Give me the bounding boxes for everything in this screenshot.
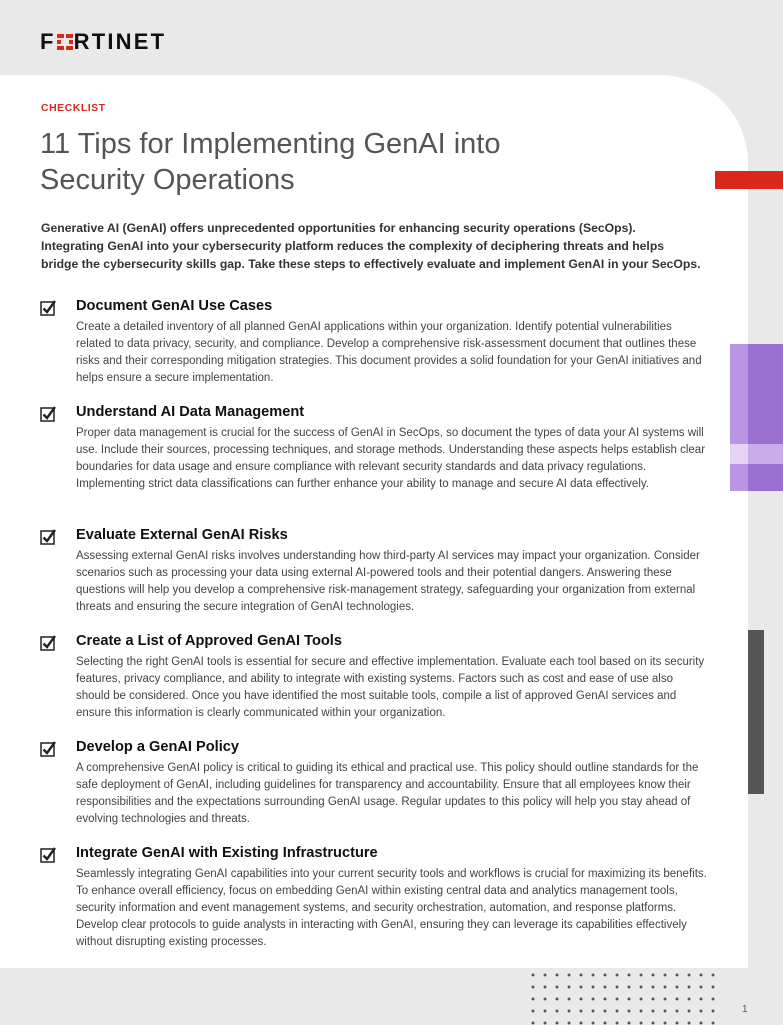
tip-body: Create a detailed inventory of all planned GenAI applications within your organization. Identify potential vulnerabilities related to data privacy, security, and compliance. Develop a comprehensive risk-assessment document that outlines these risks and their corresponding mitigation strategies. This document provides a solid foundation for your GenAI initiatives and helps ensure a secure implementation. (76, 321, 702, 384)
checkbox-checked-icon (40, 529, 56, 545)
accent-purple-block (730, 344, 783, 491)
tip-heading: Create a List of Approved GenAI Tools (76, 633, 342, 649)
logo-grid-icon (57, 34, 73, 50)
checkbox-checked-icon (40, 406, 56, 422)
checkbox-checked-icon (40, 635, 56, 651)
tip-heading: Document GenAI Use Cases (76, 298, 273, 314)
fortinet-logo: F RTINET (40, 29, 167, 54)
accent-gray-bar (748, 630, 764, 794)
intro-paragraph: Generative AI (GenAI) offers unprecedented opportunities for enhancing security operations (SecOps). Integrating GenAI into your cybersecurity platform reduces the complexity of deciphering threats and helps bridge the cybersecurity skills gap. Take these steps to effectively evaluate and implement GenAI in your SecOps. (41, 221, 701, 271)
decorative-dot-grid (527, 969, 721, 1025)
checkbox-checked-icon (40, 300, 56, 316)
checkbox-checked-icon (40, 741, 56, 757)
tip-heading: Understand AI Data Management (76, 404, 305, 420)
doc-type-label: CHECKLIST (41, 102, 106, 114)
tip-heading: Integrate GenAI with Existing Infrastructure (76, 845, 378, 861)
accent-red-bar (715, 171, 783, 189)
tip-heading: Evaluate External GenAI Risks (76, 527, 288, 543)
tip-body: Assessing external GenAI risks involves understanding how third-party AI services may impact your organization. Consider scenarios such as processing your data using external AI-powered tools and their potential dangers. Answering these questions will help you develop a comprehensive risk-management strategy, safeguarding your organization from external threats and ensuring the secure integration of GenAI technologies. (76, 550, 700, 613)
tip-body: Proper data management is crucial for the success of GenAI in SecOps, so document the types of data your AI systems will use. Include their sources, processing techniques, and storage methods. Understanding these aspects helps establish clear boundaries for data usage and ensure compliance with relevant security standards and data privacy regulations. Implementing strict data classifications can further enhance your ability to manage and secure AI data effectively. (76, 427, 706, 490)
tip-body: Seamlessly integrating GenAI capabilities into your current security tools and workflows is crucial for maximizing its benefits. To enhance overall efficiency, focus on embedding GenAI within existing central data and analytics management tools, security information and event management systems, and security orchestration, automation, and response platforms. Develop clear protocols to guide analysts in interacting with GenAI, ensuring they can leverage its capabilities effectively without disrupting existing processes. (76, 868, 707, 948)
page-number: 1 (742, 1004, 748, 1015)
tip-body: Selecting the right GenAI tools is essential for secure and effective implementation. Evaluate each tool based on its security features, privacy compliance, and ability to integrate with existing systems. Factors such as cost and ease of use also should be considered. Once you have identified the most suitable tools, compile a list of approved GenAI services and ensure this information is clearly communicated within your organization. (76, 656, 705, 719)
page-title: 11 Tips for Implementing GenAI into Security Operations (40, 128, 501, 196)
tip-body: A comprehensive GenAI policy is critical to guiding its ethical and practical use. This policy should outline standards for the safe deployment of GenAI, including guidelines for transparency and accountability. Ensure that all employees know their responsibilities and the expectations surrounding GenAI usage. Regular updates to this policy will help you stay ahead of evolving technologies and threats. (76, 762, 699, 825)
checkbox-checked-icon (40, 847, 56, 863)
tip-heading: Develop a GenAI Policy (76, 739, 240, 755)
page-card (0, 75, 748, 968)
